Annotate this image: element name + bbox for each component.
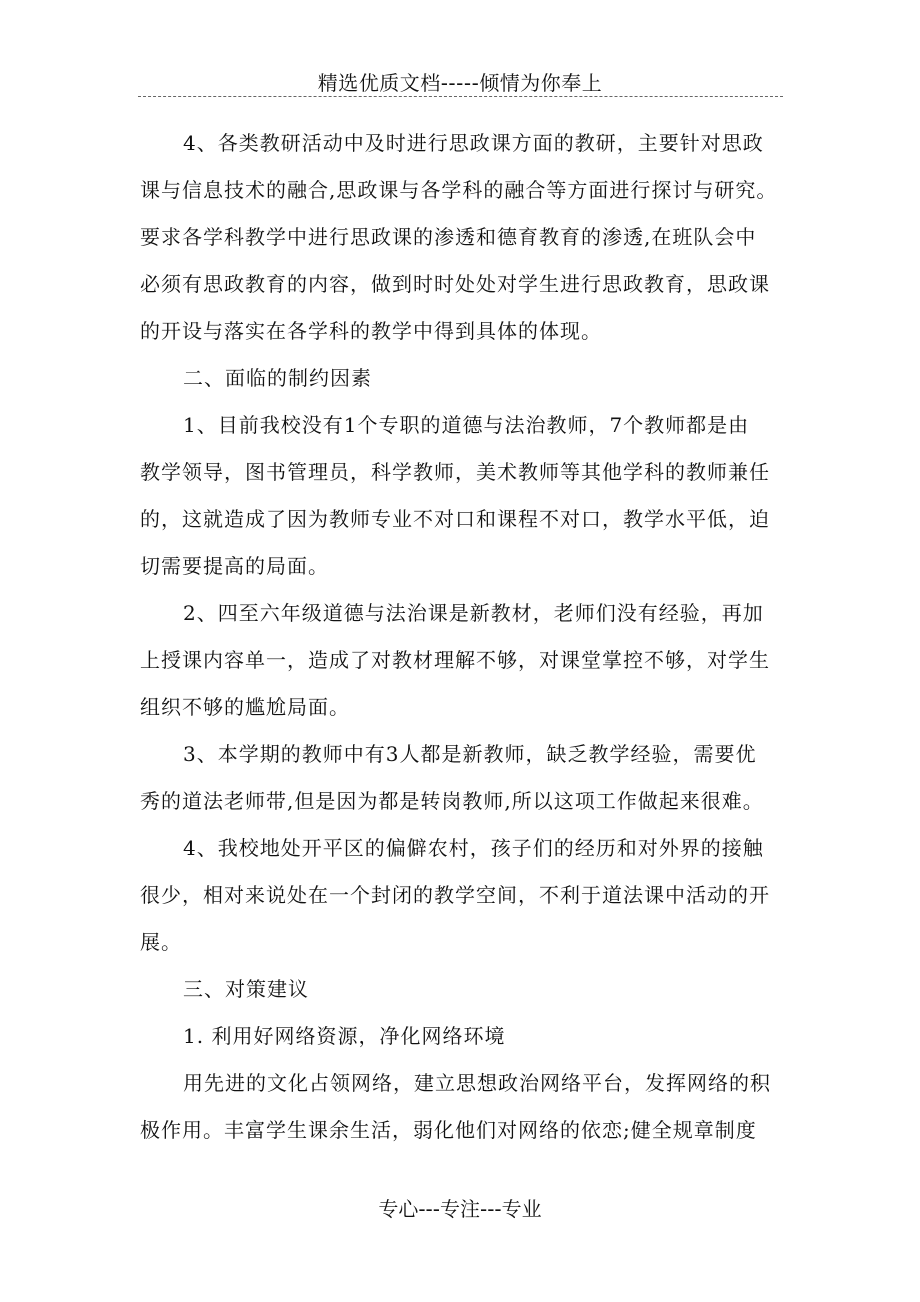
body-line: 上授课内容单一，造成了对教材理解不够，对课堂掌控不够，对学生 [140, 648, 770, 672]
body-line: 切需要提高的局面。 [140, 554, 329, 578]
body-line: 的，这就造成了因为教师专业不对口和课程不对口，教学水平低，迫 [140, 507, 770, 531]
subsection-heading: 1. 利用好网络资源，净化网络环境 [183, 1024, 506, 1048]
body-line: 2、四至六年级道德与法治课是新教材，老师们没有经验，再加 [183, 601, 764, 625]
body-line: 1、目前我校没有1个专职的道德与法治教师，7个教师都是由 [183, 413, 750, 437]
body-line: 用先进的文化占领网络，建立思想政治网络平台，发挥网络的积 [183, 1071, 771, 1095]
body-line: 组织不够的尴尬局面。 [140, 695, 350, 719]
body-line: 教学领导，图书管理员，科学教师，美术教师等其他学科的教师兼任 [140, 460, 770, 484]
page-header: 精选优质文档-----倾情为你奉上 [317, 71, 603, 95]
body-line: 很少，相对来说处在一个封闭的教学空间，不利于道法课中活动的开 [140, 883, 770, 907]
body-line: 4、各类教研活动中及时进行思政课方面的教研，主要针对思政 [183, 131, 764, 155]
body-line: 秀的道法老师带,但是因为都是转岗教师,所以这项工作做起来很难。 [140, 789, 764, 813]
body-line: 必须有思政教育的内容，做到时时处处对学生进行思政教育，思政课 [140, 272, 770, 296]
body-line: 3、本学期的教师中有3人都是新教师，缺乏教学经验，需要优 [183, 742, 757, 766]
body-line: 4、我校地处开平区的偏僻农村，孩子们的经历和对外界的接触 [183, 836, 764, 860]
body-line: 要求各学科教学中进行思政课的渗透和德育教育的渗透,在班队会中 [140, 225, 757, 249]
section-heading: 二、面临的制约因素 [183, 366, 372, 390]
body-line: 的开设与落实在各学科的教学中得到具体的体现。 [140, 319, 602, 343]
body-line: 极作用。丰富学生课余生活，弱化他们对网络的依恋;健全规章制度 [140, 1118, 757, 1142]
header-divider [138, 96, 783, 97]
body-line: 课与信息技术的融合,思政课与各学科的融合等方面进行探讨与研究。 [140, 178, 778, 202]
section-heading: 三、对策建议 [183, 977, 309, 1001]
document-body [140, 120, 782, 1154]
body-line: 展。 [140, 930, 182, 954]
page-footer: 专心---专注---专业 [378, 1197, 542, 1221]
